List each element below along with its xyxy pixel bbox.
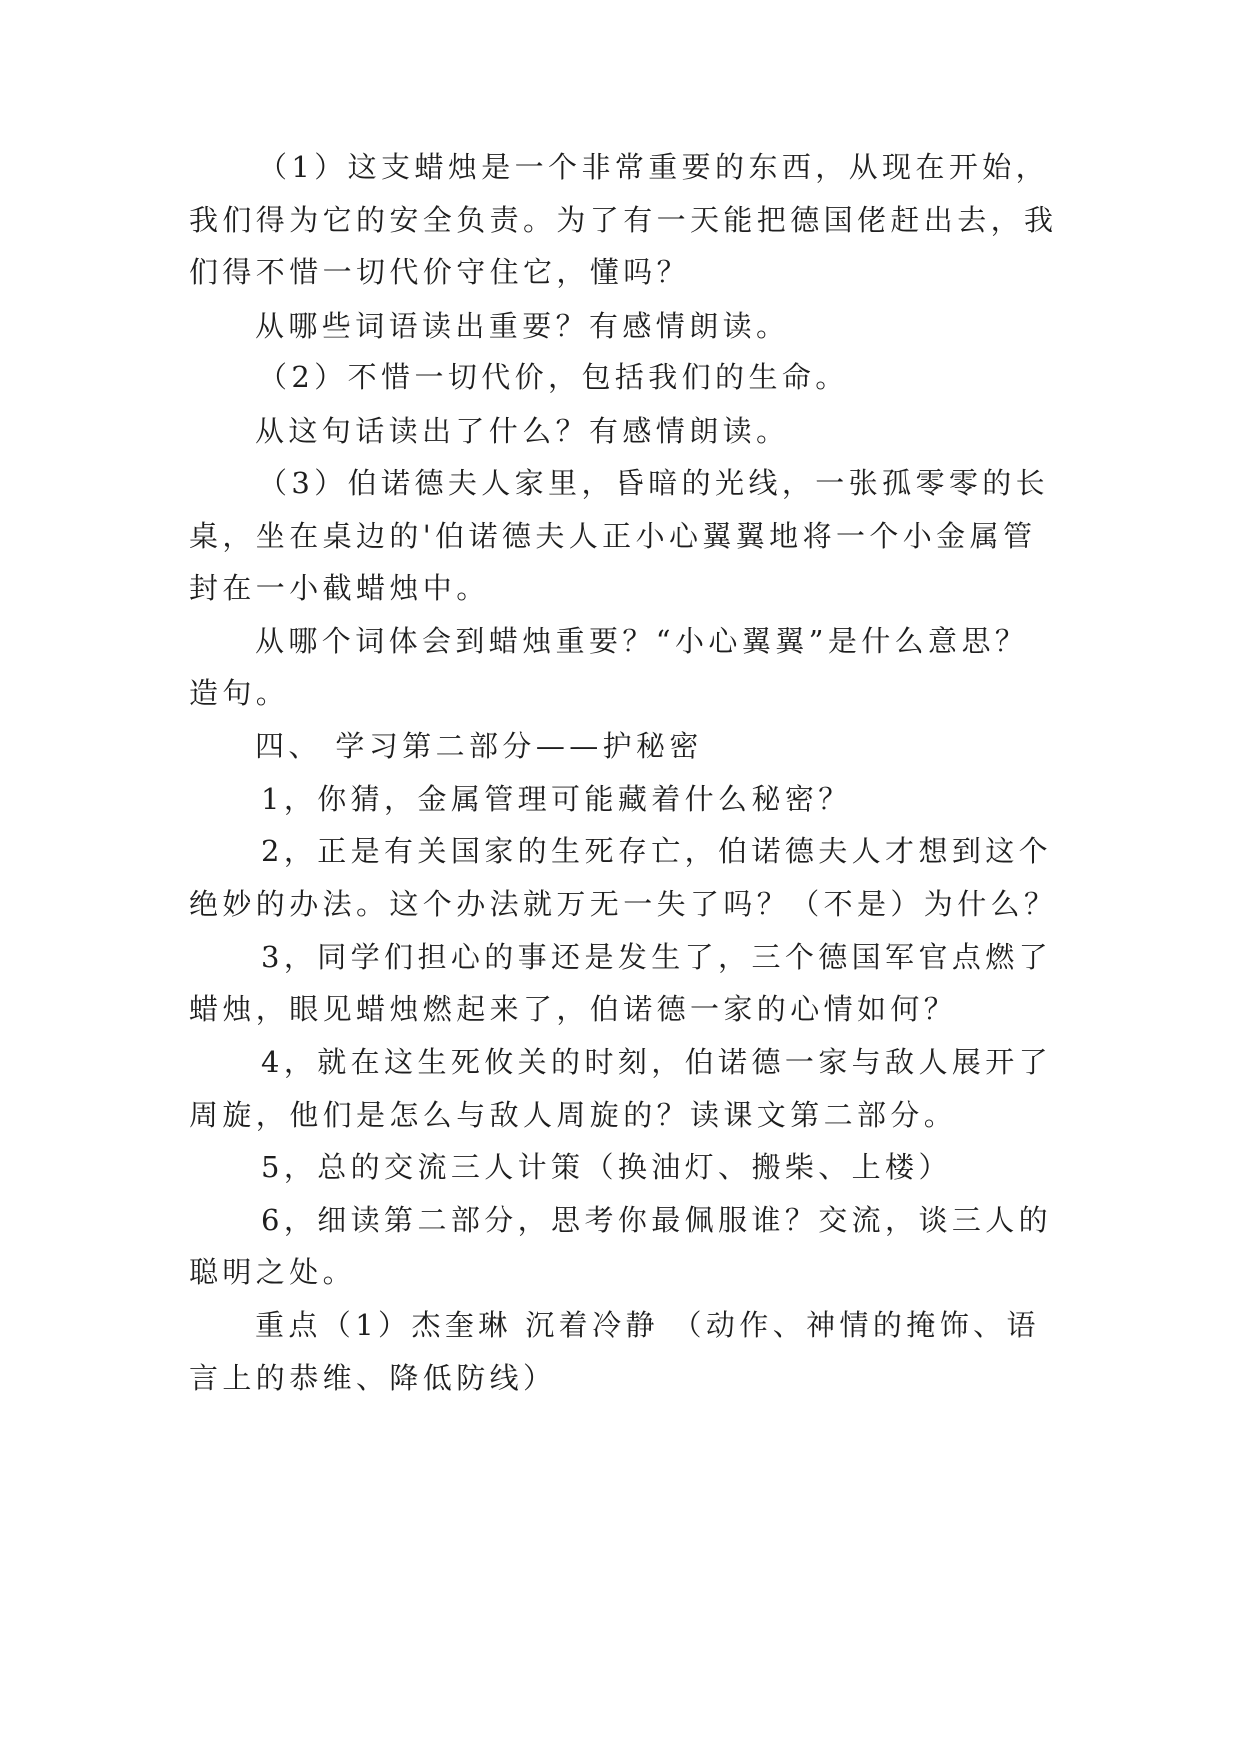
text-line: 聪明之处。 [189,1255,357,1289]
text-line: 绝妙的办法。这个办法就万无一失了吗？（不是）为什么？ [189,887,1058,921]
text-line: 蜡烛，眼见蜡烛燃起来了，伯诺德一家的心情如何？ [189,992,958,1026]
text-line: 2，正是有关国家的生死存亡，伯诺德夫人才想到这个 [261,834,1053,868]
text-line: （1）这支蜡烛是一个非常重要的东西，从现在开始， [258,150,1050,184]
text-line: 5，总的交流三人计策（换油灯、搬柴、上楼） [261,1150,952,1184]
text-line: 桌，坐在桌边的'伯诺德夫人正小心翼翼地将一个小金属管 [189,519,1037,553]
text-line: 1，你猜，金属管理可能藏着什么秘密？ [261,782,852,816]
text-line: 封在一小截蜡烛中。 [189,571,490,605]
text-line: 6，细读第二部分，思考你最佩服谁？交流，谈三人的 [261,1203,1053,1237]
text-line: 我们得为它的安全负责。为了有一天能把德国佬赶出去，我 [189,203,1058,237]
text-line: （2）不惜一切代价，包括我们的生命。 [258,360,849,394]
text-line: 周旋，他们是怎么与敌人周旋的？读课文第二部分。 [189,1098,958,1132]
text-line: 造句。 [189,676,290,710]
text-line: 4，就在这生死攸关的时刻，伯诺德一家与敌人展开了 [261,1045,1053,1079]
section-heading: 四、 学习第二部分——护秘密 [255,729,703,763]
text-line: （3）伯诺德夫人家里，昏暗的光线，一张孤零零的长 [258,466,1050,500]
text-line: 言上的恭维、降低防线） [189,1361,557,1395]
text-line: 3，同学们担心的事还是发生了，三个德国军官点燃了 [261,940,1053,974]
text-line: 们得不惜一切代价守住它，懂吗？ [189,255,691,289]
text-line: 从哪些词语读出重要？有感情朗读。 [255,309,790,343]
text-line: 从这句话读出了什么？有感情朗读。 [255,414,790,448]
text-line: 重点（1）杰奎琳 沉着冷静 （动作、神情的掩饰、语 [255,1308,1040,1342]
text-line: 从哪个词体会到蜡烛重要？“小心翼翼”是什么意思？ [255,624,1029,658]
